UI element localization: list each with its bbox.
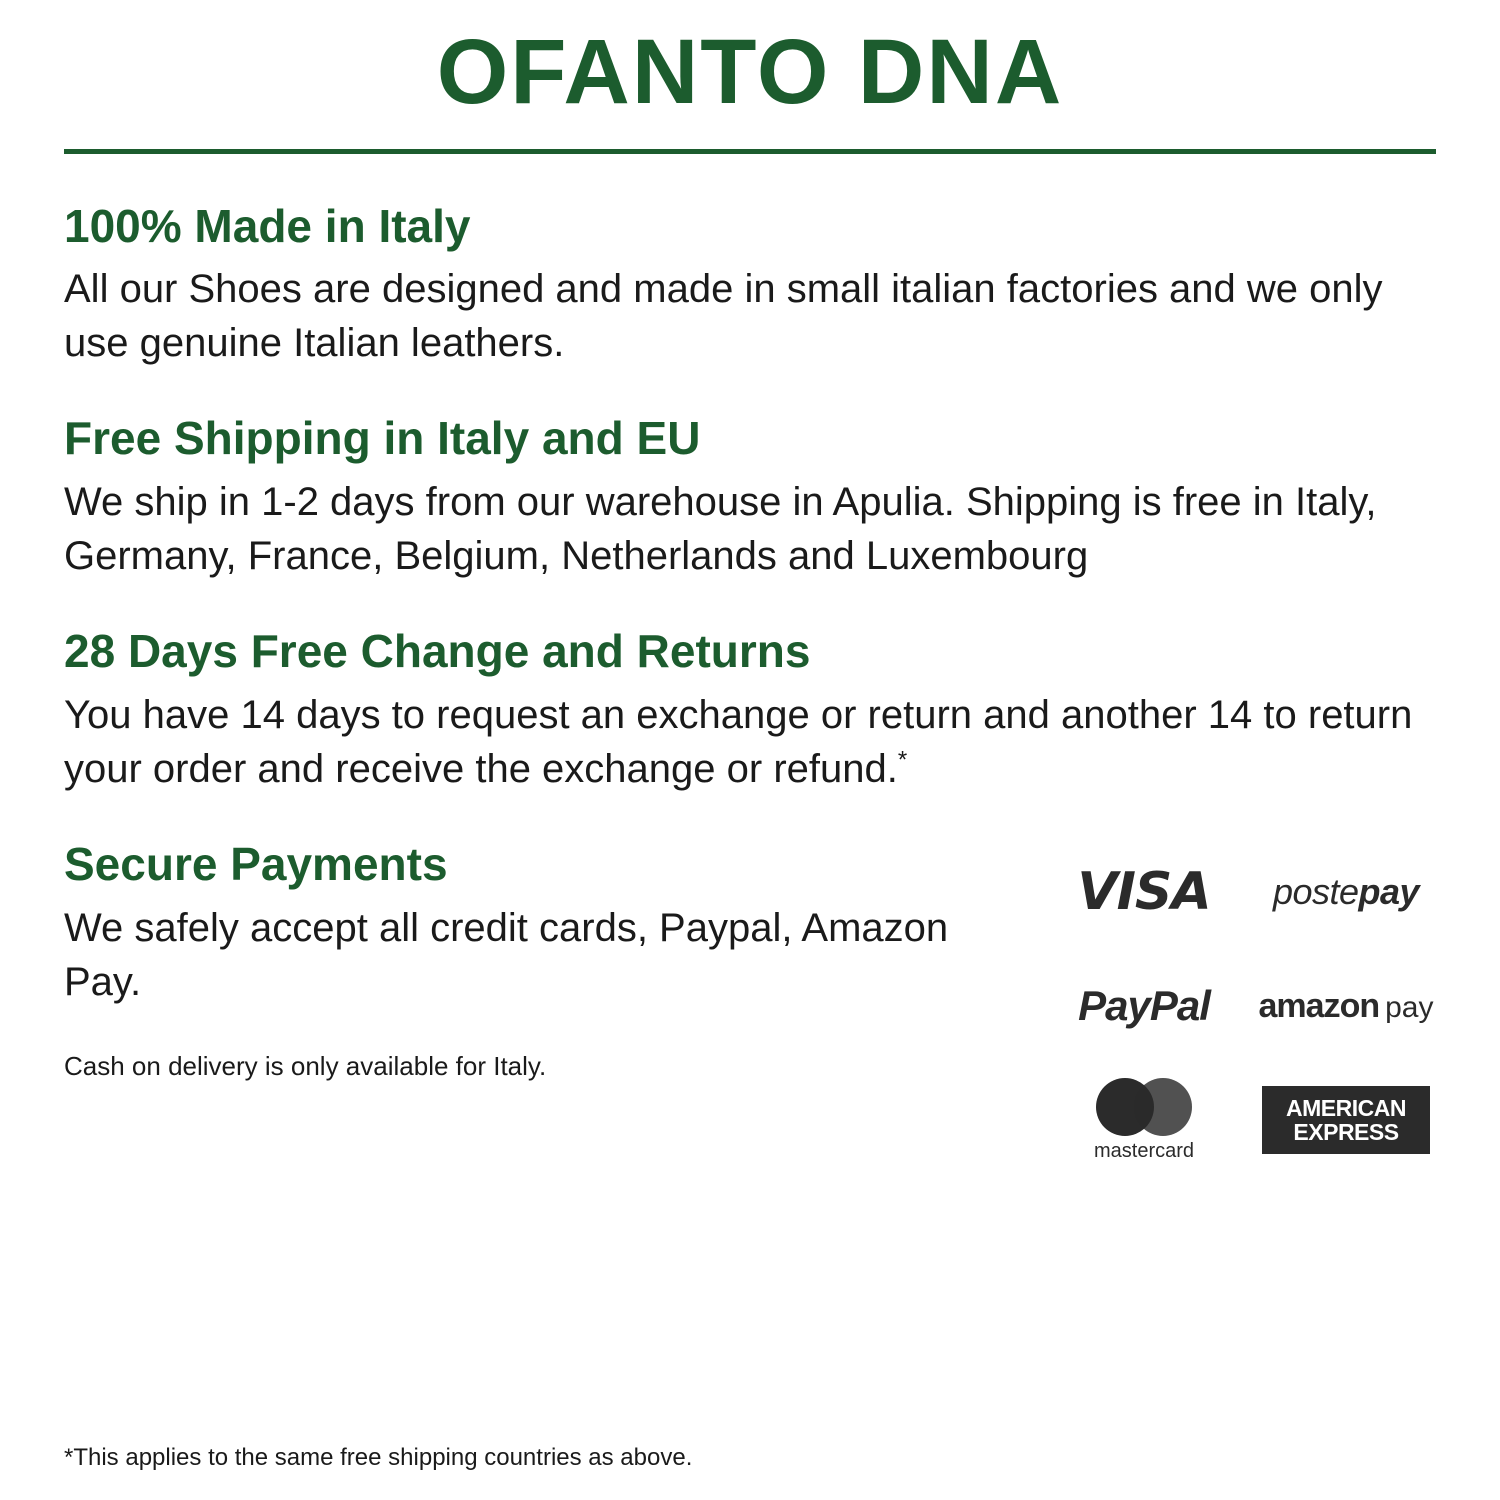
section-returns bbox=[64, 625, 1436, 796]
section-body-wrapper bbox=[64, 688, 1436, 796]
amex-logo-label: AMERICAN EXPRESS bbox=[1262, 1086, 1430, 1154]
title-divider bbox=[64, 149, 1436, 154]
page-title: OFANTO DNA bbox=[436, 21, 1064, 123]
section-heading: 28 Days Free Change and Returns bbox=[64, 625, 811, 678]
payments-text-block bbox=[64, 838, 964, 1082]
section-body: We ship in 1-2 days from our warehouse in Apulia. Shipping is free in Italy, Germany, France, Belgium, Netherlands and Luxembourg bbox=[64, 480, 1377, 579]
paypal-icon bbox=[1054, 958, 1234, 1054]
paypal-logo-label: PayPal bbox=[1078, 982, 1210, 1030]
section-secure-payments bbox=[64, 838, 1436, 1168]
mastercard-icon bbox=[1054, 1072, 1234, 1168]
visa-logo-label: VISA bbox=[1077, 862, 1211, 923]
visa-icon bbox=[1054, 844, 1234, 940]
mastercard-circles bbox=[1096, 1078, 1192, 1136]
section-heading: 100% Made in Italy bbox=[64, 199, 471, 252]
section-made-in-italy bbox=[64, 200, 1436, 371]
payment-logos bbox=[1054, 844, 1436, 1168]
cash-on-delivery-note: Cash on delivery is only available for Italy. bbox=[64, 1051, 547, 1082]
postepay-icon bbox=[1256, 844, 1436, 940]
footnote: *This applies to the same free shipping countries as above. bbox=[64, 1444, 693, 1471]
mastercard-logo-label: mastercard bbox=[1093, 1139, 1195, 1162]
section-body: You have 14 days to request an exchange or return and another 14 to return your order and receive the exchange or refund. bbox=[64, 693, 1413, 792]
amazon-pay-icon bbox=[1256, 958, 1436, 1054]
american-express-icon bbox=[1256, 1072, 1436, 1168]
returns-asterisk: * bbox=[897, 746, 908, 774]
section-body: All our Shoes are designed and made in small italian factories and we only use genuine Italian leathers. bbox=[64, 267, 1383, 366]
section-heading: Secure Payments bbox=[64, 838, 448, 891]
section-free-shipping bbox=[64, 412, 1436, 583]
postepay-logo-label: postepay bbox=[1272, 871, 1420, 913]
amazon-pay-logo-label: amazon pay bbox=[1258, 986, 1434, 1025]
section-body: We safely accept all credit cards, Paypal, Amazon Pay. bbox=[64, 906, 949, 1005]
section-heading: Free Shipping in Italy and EU bbox=[64, 412, 701, 465]
